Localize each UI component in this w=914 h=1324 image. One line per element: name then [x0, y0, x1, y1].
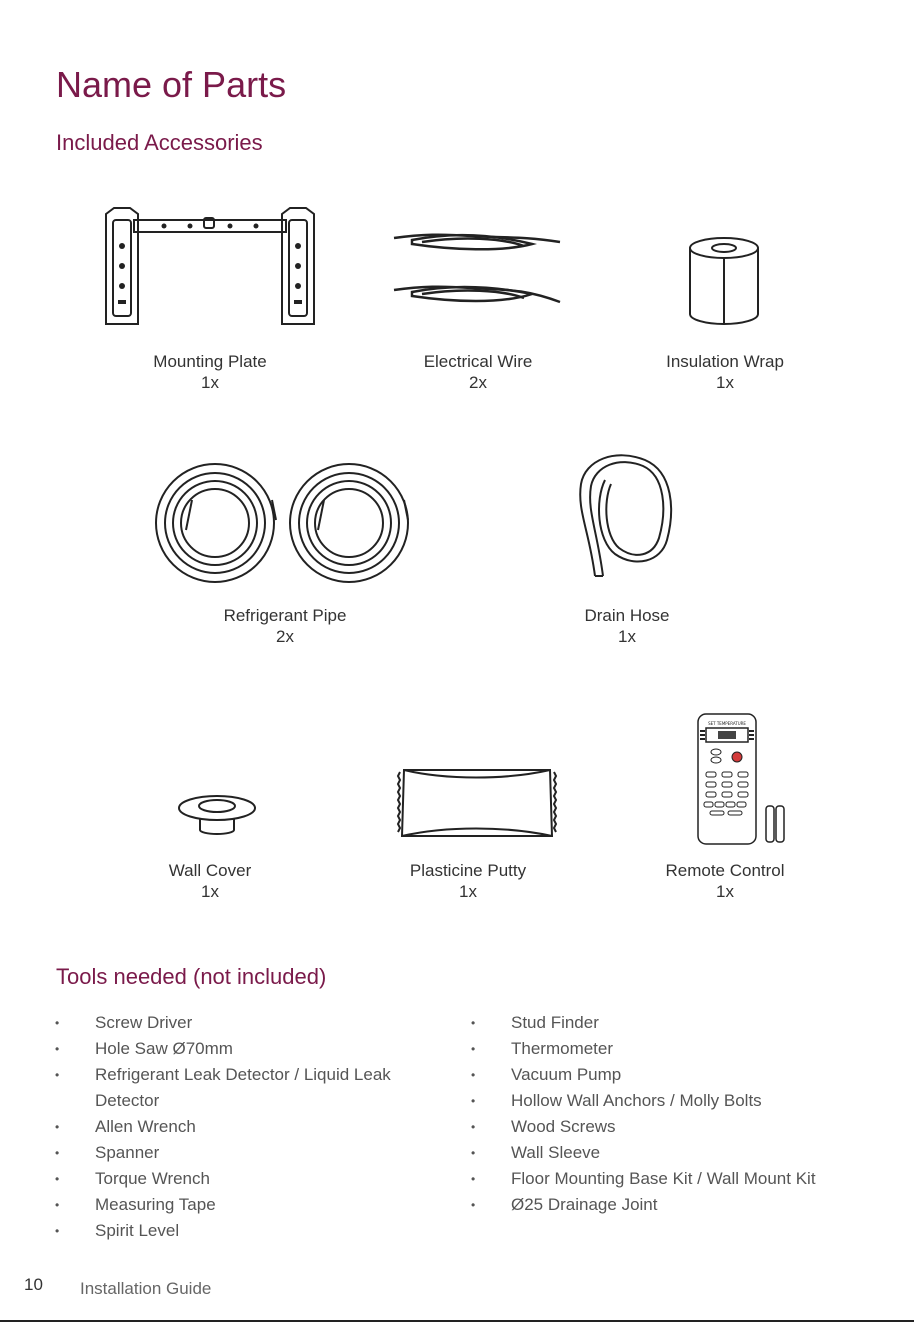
remote-control-icon	[696, 712, 788, 846]
accessory-caption	[100, 351, 320, 393]
accessory-caption	[358, 860, 578, 902]
accessory-name: Refrigerant Pipe	[223, 606, 347, 625]
list-item: • Refrigerant Leak Detector / Liquid Leak Detector	[55, 1062, 455, 1114]
accessory-name: Wall Cover	[168, 861, 252, 880]
accessory-qty: 1x	[716, 882, 734, 901]
remote-display-label: SET TEMPERATURE	[708, 721, 746, 726]
list-item: • Stud Finder	[471, 1010, 871, 1036]
list-item: • Hole Saw Ø70mm	[55, 1036, 455, 1062]
accessory-qty: 1x	[618, 627, 636, 646]
accessory-caption	[368, 351, 588, 393]
accessory-qty: 1x	[201, 373, 219, 392]
accessory-qty: 1x	[201, 882, 219, 901]
list-item: • Vacuum Pump	[471, 1062, 871, 1088]
refrigerant-pipe-icon	[152, 460, 414, 586]
list-item: • Torque Wrench	[55, 1166, 455, 1192]
list-item: • Floor Mounting Base Kit / Wall Mount Kit	[471, 1166, 871, 1192]
tools-list-left	[55, 1010, 455, 1244]
list-item: • Thermometer	[471, 1036, 871, 1062]
list-item: • Allen Wrench	[55, 1114, 455, 1140]
accessory-name: Insulation Wrap	[666, 352, 784, 371]
list-item: • Screw Driver	[55, 1010, 455, 1036]
list-item: • Wall Sleeve	[471, 1140, 871, 1166]
accessory-qty: 1x	[716, 373, 734, 392]
list-item: • Spanner	[55, 1140, 455, 1166]
list-item: • Wood Screws	[471, 1114, 871, 1140]
accessory-caption	[100, 860, 320, 902]
mounting-plate-icon	[100, 204, 320, 330]
accessory-caption	[615, 351, 835, 393]
accessory-name: Remote Control	[665, 861, 785, 880]
bottom-divider	[0, 1320, 914, 1322]
accessory-name: Drain Hose	[584, 606, 670, 625]
accessories-heading: Included Accessories	[56, 130, 263, 155]
list-item: • Ø25 Drainage Joint	[471, 1192, 871, 1218]
list-item: • Measuring Tape	[55, 1192, 455, 1218]
tools-heading: Tools needed (not included)	[56, 964, 327, 989]
accessory-caption	[517, 605, 737, 647]
accessory-name: Plasticine Putty	[409, 861, 527, 880]
accessory-qty: 1x	[459, 882, 477, 901]
accessory-qty: 2x	[276, 627, 294, 646]
page-title: Name of Parts	[56, 64, 287, 105]
insulation-wrap-icon	[688, 234, 760, 328]
accessory-caption	[615, 860, 835, 902]
accessory-name: Mounting Plate	[153, 352, 267, 371]
list-item: • Spirit Level	[55, 1218, 455, 1244]
accessory-name: Electrical Wire	[423, 352, 533, 371]
accessory-caption	[175, 605, 395, 647]
footer-doc-title: Installation Guide	[80, 1279, 212, 1298]
list-item: • Hollow Wall Anchors / Molly Bolts	[471, 1088, 871, 1114]
tools-list-right	[471, 1010, 871, 1218]
wall-cover-icon	[176, 792, 258, 836]
drain-hose-icon	[575, 450, 679, 582]
accessory-qty: 2x	[469, 373, 487, 392]
electrical-wire-icon	[392, 228, 562, 312]
plasticine-putty-icon	[396, 766, 558, 840]
page-number: 10	[24, 1275, 43, 1294]
